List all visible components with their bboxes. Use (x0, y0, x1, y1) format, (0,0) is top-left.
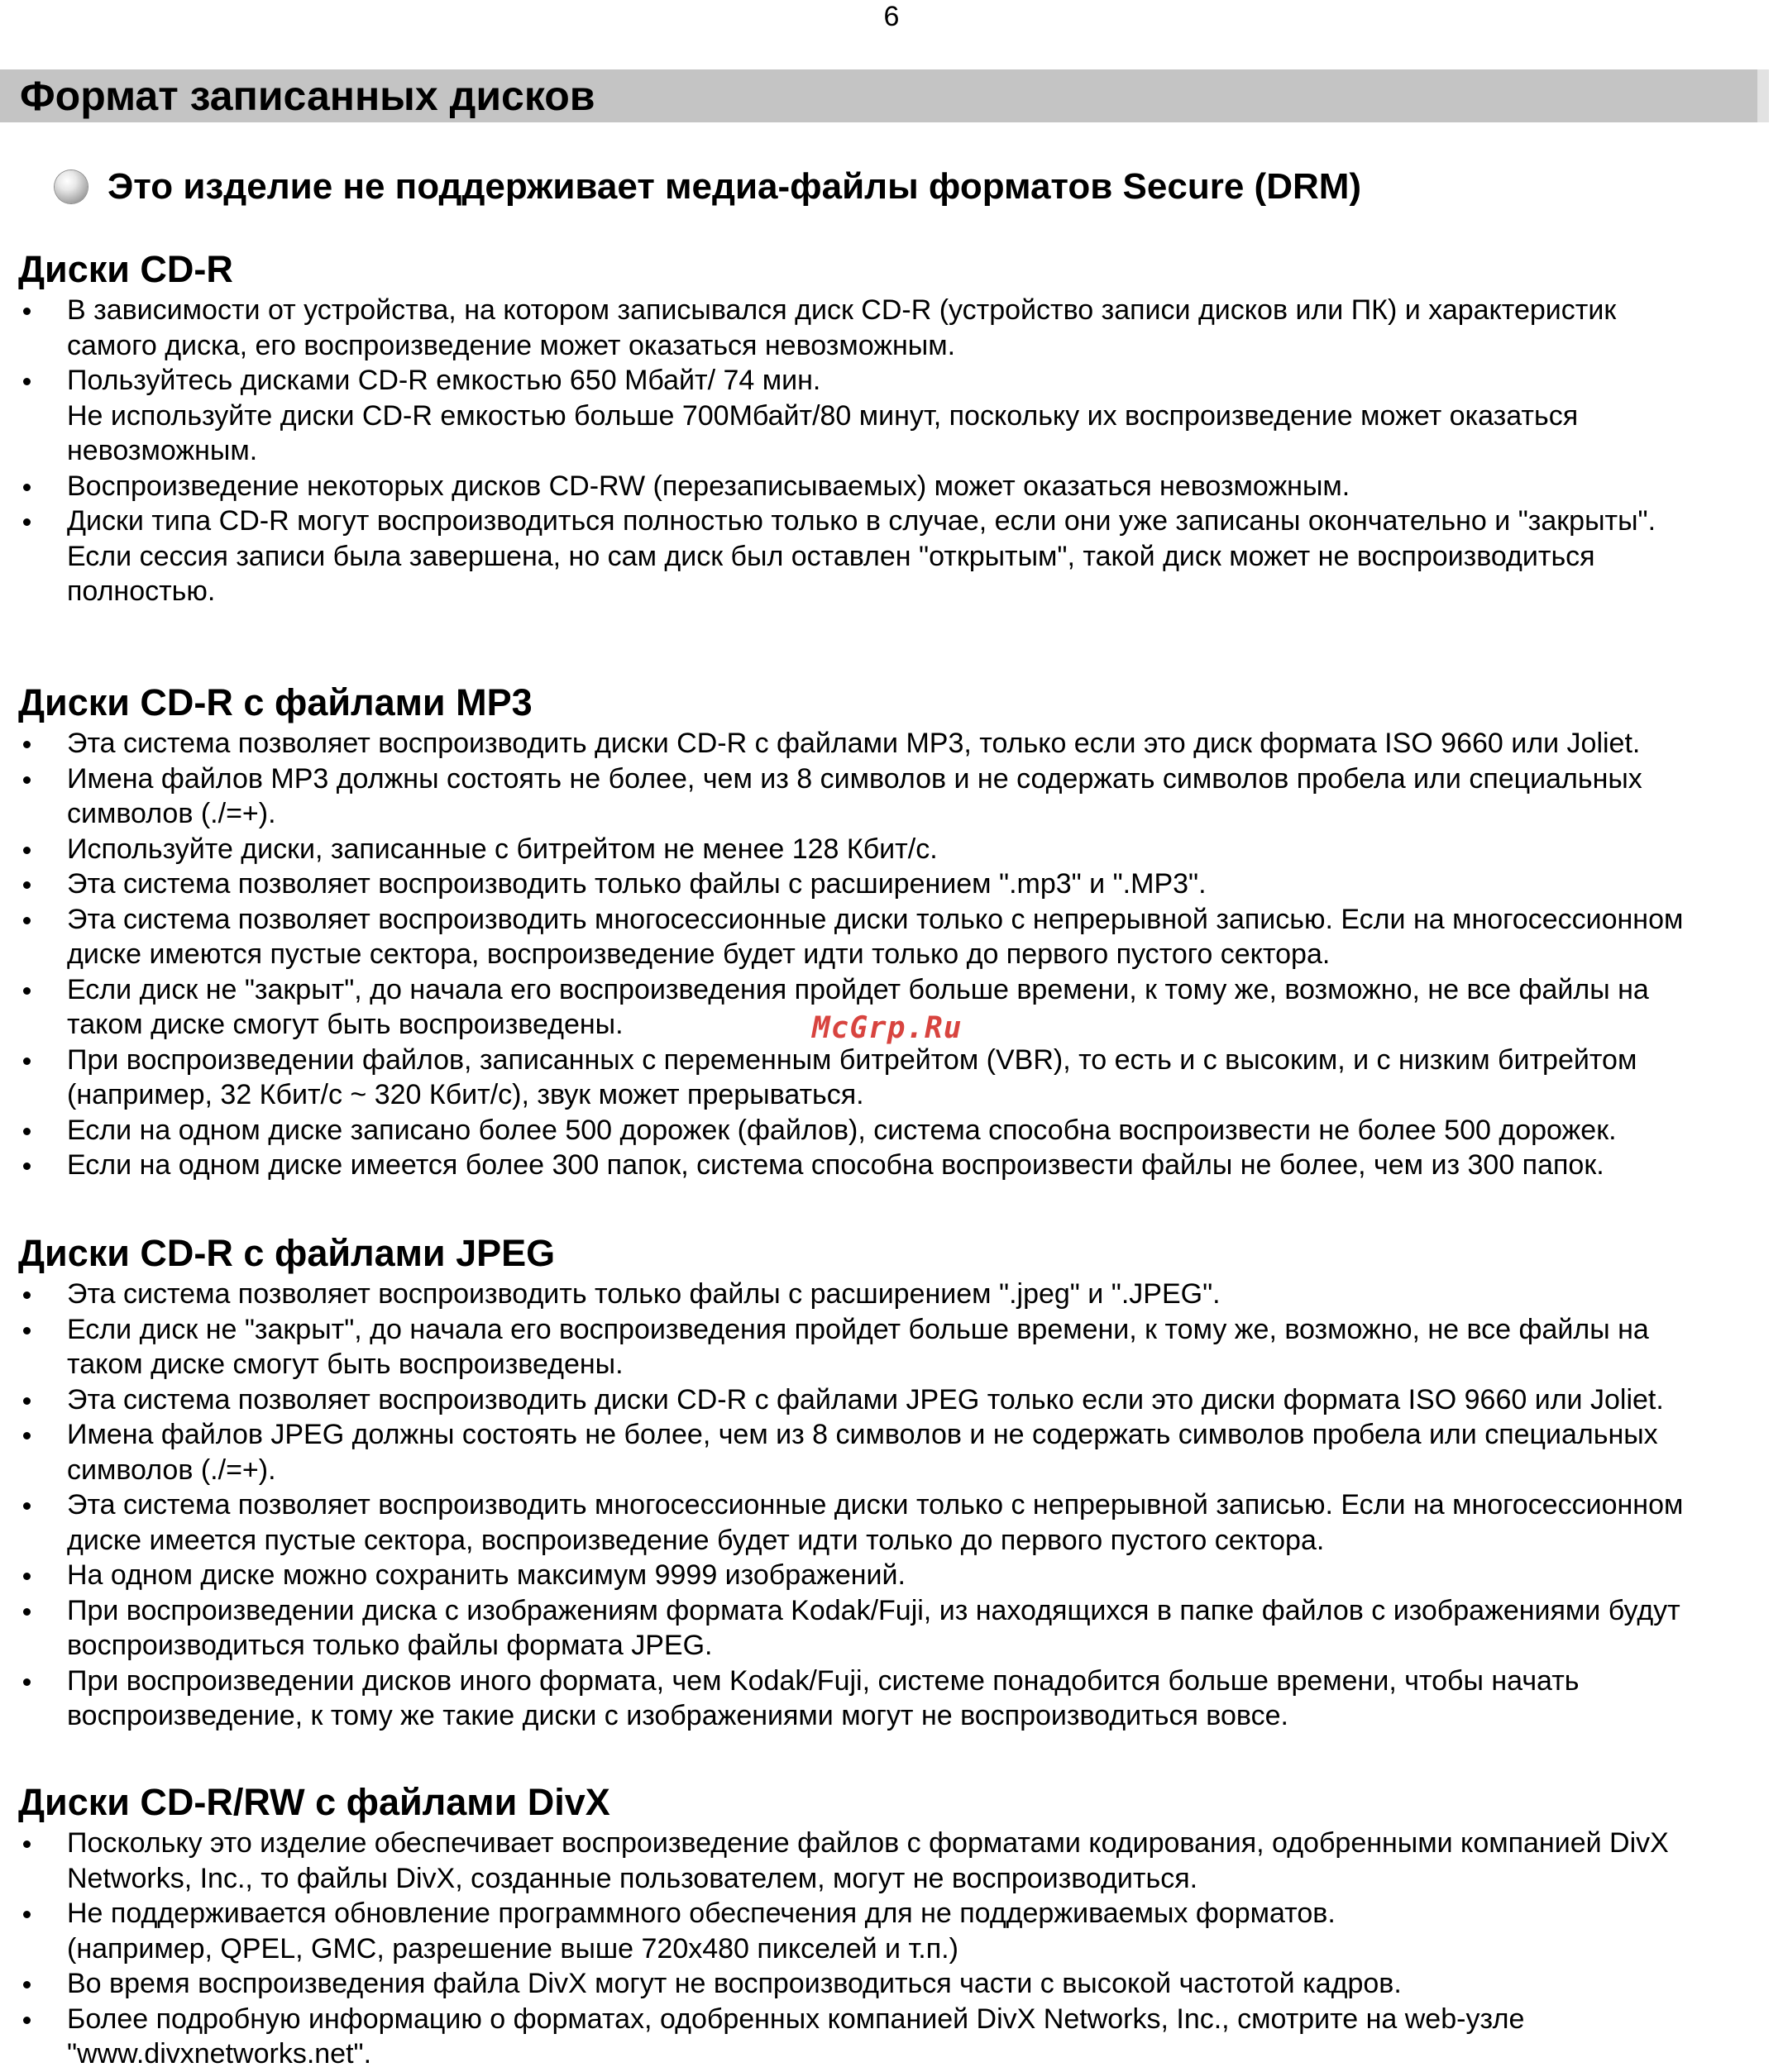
title-bar (0, 69, 1769, 122)
list-item: Эта система позволяет воспроизводить диски CD-R с файлами MP3, только если это диск формата ISO 9660 или Joliet. (18, 726, 1780, 761)
section-cd-r-mp3 (18, 680, 1780, 1183)
bullet-list (18, 1277, 1780, 1734)
watermark: McGrp.Ru (812, 1011, 963, 1045)
list-item: На одном диске можно сохранить максимум 9999 изображений. (18, 1558, 1780, 1593)
list-item: При воспроизведении файлов, записанных с переменным битрейтом (VBR), то есть и с высоким, и с низким битрейтом (например, 32 Кбит/с ~ 320 Кбит/с), звук может прерываться. (18, 1043, 1780, 1113)
list-item: Эта система позволяет воспроизводить многосессионные диски только с непрерывной записью. Если на многосессионном диске имеются пустые сектора, воспроизведение будет идти только до первого пустого сектора. (18, 902, 1780, 972)
round-bullet-icon (55, 170, 88, 203)
list-item: Используйте диски, записанные с битрейтом не менее 128 Кбит/с. (18, 832, 1780, 867)
list-item: Не поддерживается обновление программного обеспечения для не поддерживаемых форматов. (например, QPEL, GMC, разрешение выше 720x480 пикселей и т.п.) (18, 1896, 1780, 1966)
list-item: При воспроизведении дисков иного формата, чем Kodak/Fuji, системе понадобится больше времени, чтобы начать воспроизведение, к тому же такие диски с изображениями могут не воспроизводиться вовсе. (18, 1664, 1780, 1734)
list-item: Эта система позволяет воспроизводить только файлы с расширением ".jpeg" и ".JPEG". (18, 1277, 1780, 1312)
list-item: Диски типа CD-R могут воспроизводиться полностью только в случае, если они уже записаны окончательно и "закрыты". Если сессия записи была завершена, но сам диск был оставлен "открытым", такой диск может не воспроизводиться полностью. (18, 504, 1780, 609)
list-item: Во время воспроизведения файла DivX могут не воспроизводиться части с высокой частотой кадров. (18, 1966, 1780, 2002)
list-item: Если на одном диске записано более 500 дорожек (файлов), система способна воспроизвести не более 500 дорожек. (18, 1113, 1780, 1148)
list-item: Эта система позволяет воспроизводить многосессионные диски только с непрерывной записью. Если на многосессионном диске имеется пустые сектора, воспроизведение будет идти только до первого пустого сектора. (18, 1487, 1780, 1558)
list-item: Пользуйтесь дисками CD-R емкостью 650 Мбайт/ 74 мин. Не используйте диски CD-R емкостью больше 700Мбайт/80 минут, поскольку их воспроизведение может оказаться невозможным. (18, 363, 1780, 469)
list-item: Имена файлов MP3 должны состоять не более, чем из 8 символов и не содержать символов пробела или специальных символов (./=+). (18, 761, 1780, 832)
list-item: Если диск не "закрыт", до начала его воспроизведения пройдет больше времени, к тому же, возможно, не все файлы на таком диске смогут быть воспроизведены. (18, 1312, 1780, 1382)
section-heading: Диски CD-R с файлами JPEG (18, 1232, 556, 1274)
page-title: Формат записанных дисков (20, 73, 595, 119)
drm-note-text: Это изделие не поддерживает медиа-файлы форматов Secure (DRM) (108, 166, 1362, 207)
section-heading: Диски CD-R (18, 248, 233, 290)
list-item: Поскольку это изделие обеспечивает воспроизведение файлов с форматами кодирования, одобренными компанией DivX Networks, Inc., то файлы DivX, созданные пользователем, могут не воспроизводиться. (18, 1826, 1780, 1896)
list-item: При воспроизведении диска с изображениям формата Kodak/Fuji, из находящихся в папке файлов с изображениями будут воспроизводиться только файлы формата JPEG. (18, 1593, 1780, 1664)
bullet-list (18, 293, 1780, 609)
list-item: В зависимости от устройства, на котором записывался диск CD-R (устройство записи дисков или ПК) и характеристик самого диска, его воспроизведение может оказаться невозможным. (18, 293, 1780, 363)
list-item: Более подробную информацию о форматах, одобренных компанией DivX Networks, Inc., смотрите на web-узле "www.divxnetworks.net". (18, 2002, 1780, 2072)
section-cd-r-jpeg (18, 1230, 1780, 1734)
list-item: Если на одном диске имеется более 300 папок, система способна воспроизвести файлы не более, чем из 300 папок. (18, 1148, 1780, 1183)
section-heading: Диски CD-R/RW с файлами DivX (18, 1781, 610, 1823)
bullet-list (18, 726, 1780, 1183)
list-item: Если диск не "закрыт", до начала его воспроизведения пройдет больше времени, к тому же, возможно, не все файлы на таком диске смогут быть воспроизведены. (18, 972, 1780, 1043)
section-heading: Диски CD-R с файлами MP3 (18, 681, 533, 723)
section-cd-r (18, 246, 1780, 609)
list-item: Имена файлов JPEG должны состоять не более, чем из 8 символов и не содержать символов пробела или специальных символов (./=+). (18, 1417, 1780, 1487)
drm-note (55, 160, 1361, 213)
list-item: Воспроизведение некоторых дисков CD-RW (перезаписываемых) может оказаться невозможным. (18, 469, 1780, 504)
section-cd-rw-divx (18, 1779, 1780, 2072)
bullet-list (18, 1826, 1780, 2072)
list-item: Эта система позволяет воспроизводить только файлы с расширением ".mp3" и ".MP3". (18, 867, 1780, 902)
list-item: Эта система позволяет воспроизводить диски CD-R с файлами JPEG только если это диски формата ISO 9660 или Joliet. (18, 1382, 1780, 1418)
page-number: 6 (883, 1, 900, 32)
